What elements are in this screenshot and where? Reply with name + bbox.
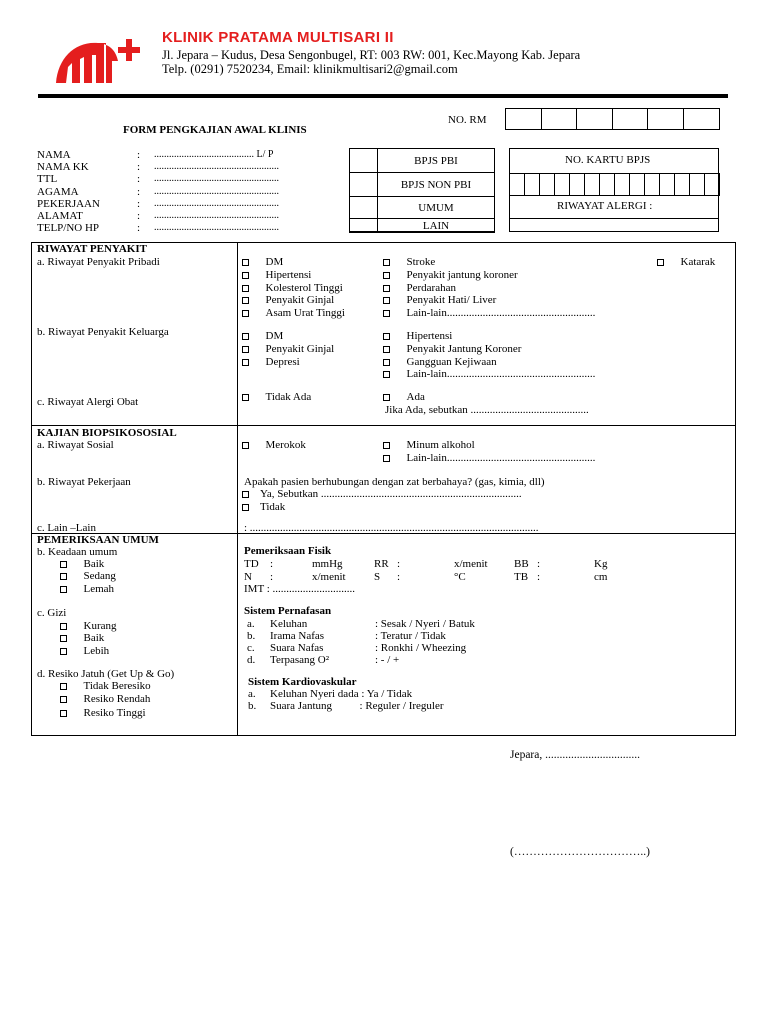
checkbox-option[interactable] (383, 439, 475, 451)
checkbox-option[interactable] (60, 632, 104, 644)
bpjs-digit-box[interactable] (674, 173, 690, 196)
checkbox[interactable] (657, 259, 664, 266)
kardio-index: b. (248, 700, 257, 712)
checkbox[interactable] (383, 272, 390, 279)
kardio-text[interactable]: Suara Jantung : Reguler / Ireguler (270, 700, 444, 712)
biopsiko-c-label: c. Lain –Lain (37, 522, 96, 534)
identity-row[interactable] (37, 186, 337, 198)
bpjs-divider-3 (509, 218, 719, 219)
checkbox[interactable] (60, 561, 67, 568)
checkbox-option[interactable] (60, 558, 104, 570)
checkbox[interactable] (60, 696, 67, 703)
option-label: Penyakit Hati/ Liver (406, 294, 497, 307)
checkbox-option[interactable] (60, 707, 146, 719)
identity-value[interactable]: .................................................. (154, 222, 279, 234)
payment-checkbox[interactable] (349, 196, 378, 219)
napas-title: Sistem Pernafasan (244, 605, 332, 617)
napas-cell: Terpasang O² (270, 654, 330, 666)
no-rm-label: NO. RM (448, 114, 487, 126)
checkbox[interactable] (383, 359, 390, 366)
fisik-cell[interactable]: : (537, 558, 541, 570)
riwayat-a-label: a. Riwayat Penyakit Pribadi (37, 256, 160, 268)
checkbox-option[interactable] (383, 282, 456, 294)
fisik-cell[interactable]: : (270, 570, 274, 583)
option-label: Stroke (406, 256, 436, 268)
checkbox-option[interactable] (383, 330, 452, 342)
identity-colon: : (137, 222, 141, 235)
bpjs-digit-box[interactable] (584, 173, 600, 196)
napas-cell[interactable]: : Ronkhi / Wheezing (375, 642, 467, 654)
imt-field[interactable]: IMT : .............................. (244, 583, 356, 595)
resiko-label: d. Resiko Jatuh (Get Up & Go) (37, 668, 175, 680)
checkbox[interactable] (60, 635, 67, 642)
biopsiko-c-value[interactable]: : ......................................................................................................... (244, 522, 539, 534)
fisik-cell: BB (514, 558, 529, 570)
option-label: Depresi (265, 355, 300, 368)
checkbox-option[interactable] (60, 680, 151, 692)
identity-colon: : (137, 185, 141, 198)
biopsiko-b-question: Apakah pasien berhubungan dengan zat berbahaya? (gas, kimia, dll) (244, 476, 545, 488)
tidak-label: Tidak (260, 501, 286, 513)
checkbox[interactable] (60, 710, 67, 717)
rm-digit-box[interactable] (541, 108, 578, 130)
fisik-cell[interactable]: : (270, 558, 274, 570)
identity-colon: : (137, 161, 141, 174)
identity-label: PEKERJAAN (37, 197, 100, 210)
rm-digit-box[interactable] (576, 108, 613, 130)
option-label: DM (265, 330, 284, 342)
bpjs-digit-box[interactable] (599, 173, 615, 196)
bpjs-digit-box[interactable] (614, 173, 630, 196)
payment-label: LAIN (377, 218, 495, 233)
checkbox[interactable] (383, 259, 390, 266)
identity-colon: : (137, 173, 141, 186)
checkbox[interactable] (383, 455, 390, 462)
identity-label: NAMA (37, 149, 71, 161)
bpjs-digit-box[interactable] (569, 173, 585, 196)
riwayat-b-label: b. Riwayat Penyakit Keluarga (37, 326, 169, 338)
checkbox-option[interactable] (60, 583, 114, 595)
napas-cell[interactable]: : Teratur / Tidak (375, 630, 446, 642)
pemeriksaan-title: PEMERIKSAAN UMUM (37, 534, 159, 546)
option-label: Perdarahan (406, 281, 456, 294)
identity-colon: : (137, 197, 141, 210)
biopsiko-b-no[interactable] (242, 501, 285, 513)
checkbox-option[interactable] (60, 693, 150, 705)
ada-label: Ada (406, 391, 425, 403)
bpjs-digit-box[interactable] (539, 173, 555, 196)
identity-row[interactable] (37, 222, 337, 234)
option-label: Sedang (83, 570, 116, 583)
checkbox-option[interactable] (242, 269, 311, 281)
fisik-cell: S (374, 570, 381, 583)
riwayat-c-label: c. Riwayat Alergi Obat (37, 396, 139, 408)
option-label: Penyakit Ginjal (265, 294, 335, 307)
merokok-label: Merokok (265, 439, 306, 451)
checkbox-option[interactable] (383, 356, 497, 368)
identity-label: NAMA KK (37, 161, 89, 174)
identity-row[interactable] (37, 173, 337, 185)
payment-checkbox[interactable] (349, 148, 378, 173)
allergy-label: RIWAYAT ALERGI : (557, 200, 653, 212)
fisik-cell: Kg (594, 558, 608, 570)
identity-row[interactable] (37, 161, 337, 173)
tidak-ada-label: Tidak Ada (265, 391, 312, 403)
bpjs-digit-box[interactable] (629, 173, 645, 196)
signature-line[interactable]: (……………………………..) (510, 846, 650, 858)
bpjs-digit-box[interactable] (509, 173, 525, 196)
identity-colon: : (137, 149, 141, 161)
checkbox[interactable] (242, 333, 249, 340)
checkbox[interactable] (242, 394, 249, 401)
option-label: Baik (83, 632, 105, 645)
riwayat-c-detail[interactable]: Jika Ada, sebutkan ........................................... (385, 404, 589, 416)
napas-cell: c. (247, 642, 255, 654)
biopsiko-a-label: a. Riwayat Sosial (37, 439, 114, 451)
form-title: FORM PENGKAJIAN AWAL KLINIS (123, 124, 307, 136)
checkbox[interactable] (383, 297, 390, 304)
checkbox-option[interactable] (383, 294, 496, 306)
checkbox[interactable] (60, 648, 67, 655)
header-divider (38, 94, 728, 98)
bpjs-digit-box[interactable] (689, 173, 705, 196)
checkbox-option[interactable] (242, 256, 283, 268)
fisik-cell: N (244, 570, 252, 583)
option-label: Baik (83, 558, 105, 570)
napas-cell: a. (247, 618, 255, 630)
no-rm-boxes[interactable] (505, 108, 719, 130)
checkbox[interactable] (60, 586, 67, 593)
fisik-title: Pemeriksaan Fisik (244, 545, 332, 557)
napas-cell[interactable]: : - / + (375, 654, 400, 666)
payment-checkbox[interactable] (349, 218, 378, 233)
checkbox[interactable] (242, 346, 249, 353)
checkbox-option[interactable] (242, 343, 334, 355)
identity-label: AGAMA (37, 185, 79, 198)
checkbox[interactable] (383, 285, 390, 292)
place-date[interactable]: Jepara, ................................. (510, 749, 640, 761)
napas-cell: Irama Nafas (270, 630, 325, 642)
checkbox[interactable] (60, 623, 67, 630)
option-label: Gangguan Kejiwaan (406, 355, 497, 368)
bpjs-divider-2 (509, 195, 719, 196)
identity-value[interactable]: .................................................. (154, 173, 279, 185)
kardio-index: a. (248, 688, 256, 700)
payment-label: UMUM (377, 196, 495, 219)
checkbox[interactable] (383, 310, 390, 317)
checkbox[interactable] (242, 297, 249, 304)
option-label: Resiko Tinggi (83, 706, 146, 719)
option-label: DM (265, 256, 284, 268)
bpjs-card-digits[interactable] (509, 173, 719, 195)
checkbox[interactable] (242, 442, 249, 449)
napas-cell: d. (247, 654, 256, 666)
rm-digit-box[interactable] (612, 108, 649, 130)
payment-labels (377, 148, 495, 232)
biopsiko-b-yes[interactable] (242, 488, 522, 500)
riwayat-a-katarak[interactable] (657, 256, 715, 268)
rm-digit-box[interactable] (647, 108, 684, 130)
katarak-label: Katarak (680, 256, 716, 268)
identity-value[interactable]: .................................................. (154, 197, 279, 209)
option-label: Penyakit Ginjal (265, 342, 335, 355)
row-divider-biopsiko (31, 425, 736, 426)
option-label: Minum alkohol (406, 439, 475, 451)
napas-cell[interactable]: : Sesak / Nyeri / Batuk (375, 618, 475, 630)
fisik-cell: °C (454, 570, 466, 583)
biopsiko-b-label: b. Riwayat Pekerjaan (37, 476, 131, 488)
fisik-cell: x/menit (312, 570, 346, 583)
checkbox-option[interactable] (383, 343, 521, 355)
fisik-cell[interactable]: : (397, 558, 401, 570)
biopsiko-title: KAJIAN BIOPSIKOSOSIAL (37, 427, 177, 439)
option-label: Resiko Rendah (83, 693, 151, 706)
biopsiko-a-col1[interactable] (242, 439, 306, 451)
checkbox[interactable] (60, 683, 67, 690)
option-label: Lemah (83, 582, 115, 595)
riwayat-title: RIWAYAT PENYAKIT (37, 243, 147, 255)
checkbox-option[interactable] (60, 645, 109, 657)
kardio-text[interactable]: Keluhan Nyeri dada : Ya / Tidak (270, 688, 413, 700)
checkbox[interactable] (242, 272, 249, 279)
checkbox-option[interactable] (60, 620, 117, 632)
identity-value[interactable]: .................................................. (154, 185, 279, 197)
payment-label: BPJS PBI (377, 148, 495, 173)
napas-cell: Suara Nafas (270, 642, 324, 654)
checkbox-option[interactable] (383, 269, 518, 281)
checkbox[interactable] (242, 359, 249, 366)
bpjs-digit-box[interactable] (554, 173, 570, 196)
option-label: Penyakit jantung koroner (406, 268, 518, 281)
kardio-title: Sistem Kardiovaskular (248, 676, 357, 688)
fisik-cell: mmHg (312, 558, 343, 570)
option-label: Lain-lain...................................................... (406, 451, 596, 464)
payment-label: BPJS NON PBI (377, 172, 495, 197)
fisik-cell[interactable]: : (397, 570, 401, 583)
bpjs-card-label: NO. KARTU BPJS (565, 154, 651, 166)
clinic-name: KLINIK PRATAMA MULTISARI II (162, 29, 394, 46)
riwayat-c-none[interactable] (242, 391, 311, 403)
checkbox[interactable] (383, 346, 390, 353)
fisik-cell: x/menit (454, 558, 488, 570)
clinic-contact: Telp. (0291) 7520234, Email: klinikmultisari2@gmail.com (162, 62, 458, 76)
payment-checkboxes[interactable] (349, 148, 377, 232)
identity-value[interactable]: .................................................. (154, 210, 279, 221)
checkbox-option[interactable] (242, 307, 345, 319)
option-label: Tidak Beresiko (83, 680, 151, 692)
identity-label: TTL (37, 173, 58, 186)
checkbox-option[interactable] (60, 570, 116, 582)
fisik-cell[interactable]: : (537, 570, 541, 583)
identity-label: ALAMAT (37, 210, 83, 222)
checkbox[interactable] (383, 333, 390, 340)
checkbox-option[interactable] (383, 368, 595, 380)
option-label: Asam Urat Tinggi (265, 307, 345, 320)
option-label: Lebih (83, 644, 110, 657)
bpjs-digit-box[interactable] (659, 173, 675, 196)
checkbox-option[interactable] (242, 294, 334, 306)
napas-cell: Keluhan (270, 618, 308, 630)
checkbox-option[interactable] (242, 356, 300, 368)
gizi-label: c. Gizi (37, 607, 67, 619)
checkbox-option[interactable] (242, 330, 283, 342)
checkbox[interactable] (383, 442, 390, 449)
identity-row[interactable] (37, 149, 337, 161)
riwayat-c-yes[interactable] (383, 391, 425, 403)
option-label: Lain-lain...................................................... (406, 307, 596, 320)
identity-colon: : (137, 210, 141, 222)
option-label: Kolesterol Tinggi (265, 281, 343, 294)
checkbox[interactable] (60, 573, 67, 580)
checkbox[interactable] (242, 504, 249, 511)
identity-value[interactable]: .................................................. (154, 161, 279, 173)
fisik-cell: TB (514, 570, 529, 583)
identity-row[interactable] (37, 210, 337, 222)
checkbox[interactable] (242, 259, 249, 266)
napas-cell: b. (247, 630, 256, 642)
option-label: Lain-lain...................................................... (406, 368, 596, 381)
rm-digit-box[interactable] (505, 108, 542, 130)
main-table-divider (237, 242, 238, 736)
checkbox-option[interactable] (383, 452, 595, 464)
checkbox[interactable] (242, 285, 249, 292)
rm-digit-box[interactable] (683, 108, 720, 130)
bpjs-digit-box[interactable] (524, 173, 540, 196)
fisik-cell: TD (244, 558, 259, 570)
identity-row[interactable] (37, 198, 337, 210)
checkbox[interactable] (383, 394, 390, 401)
identity-label: TELP/NO HP (37, 222, 100, 235)
payment-checkbox[interactable] (349, 172, 378, 197)
checkbox-option[interactable] (383, 307, 595, 319)
clinic-logo (52, 33, 147, 85)
keadaan-label: b. Keadaan umum (37, 546, 118, 558)
ya-sebutkan-label: Ya, Sebutkan ......................................................................... (260, 488, 522, 500)
checkbox-option[interactable] (242, 282, 343, 294)
checkbox[interactable] (383, 371, 390, 378)
option-label: Penyakit Jantung Koroner (406, 342, 522, 355)
checkbox[interactable] (242, 310, 249, 317)
option-label: Hipertensi (406, 330, 453, 342)
bpjs-digit-box[interactable] (644, 173, 660, 196)
identity-value[interactable]: ........................................ L/ P (154, 149, 274, 160)
bpjs-digit-box[interactable] (704, 173, 720, 196)
fisik-cell: cm (594, 570, 608, 583)
option-label: Kurang (83, 620, 117, 632)
checkbox-option[interactable] (383, 256, 435, 268)
checkbox[interactable] (242, 491, 249, 498)
option-label: Hipertensi (265, 268, 312, 281)
clinic-address: Jl. Jepara – Kudus, Desa Sengonbugel, RT: 003 RW: 001, Kec.Mayong Kab. Jepara (162, 48, 581, 62)
fisik-cell: RR (374, 558, 389, 570)
